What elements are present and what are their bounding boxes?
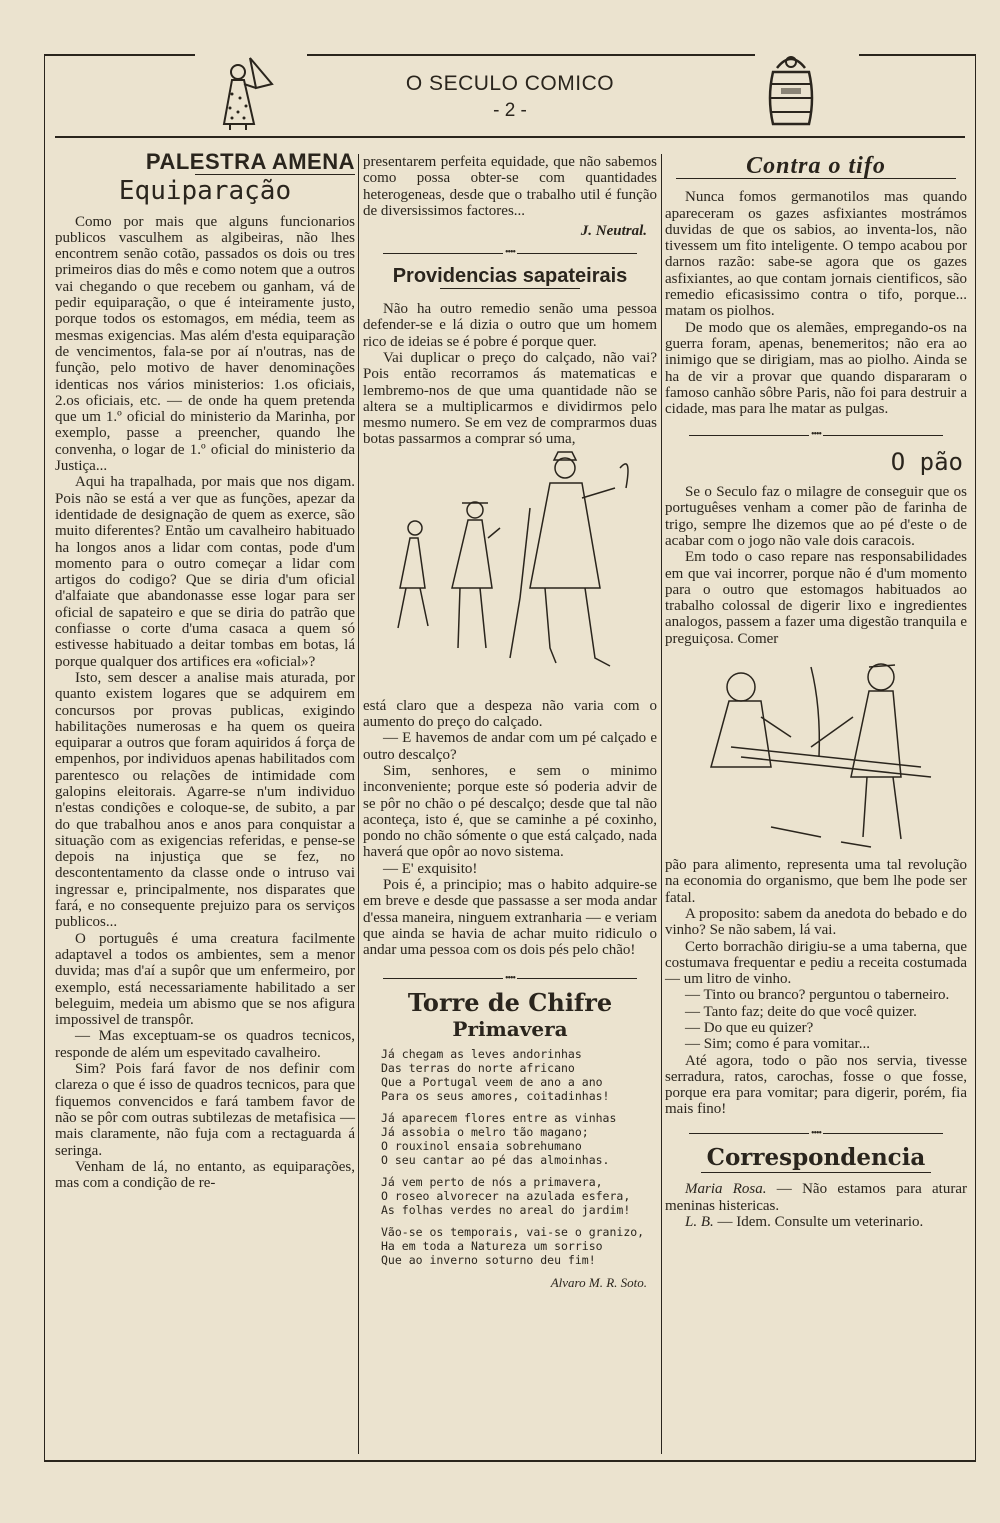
poem-line: Ha em toda a Natureza um sorriso xyxy=(381,1239,603,1254)
newspaper-page xyxy=(44,54,976,1462)
paragraph: Até agora, todo o pão nos servia, tivesse serradura, ratos, carochas, fosse o que fosse, porque era para vomitar; para digerir, porém, fia mais fino! xyxy=(665,1052,967,1118)
section-title-torre: Torre de Chifre xyxy=(407,987,613,1017)
poem-line: Já vem perto de nós a primavera, xyxy=(381,1175,603,1190)
paragraph: Venham de lá, no entanto, as equiparações, mas com a condição de re- xyxy=(55,1158,355,1192)
article-title-equiparacao: Equiparação xyxy=(118,176,292,207)
paragraph: — E' exquisito! xyxy=(383,860,478,877)
page-number: - 2 - xyxy=(493,100,527,121)
poem-line: Vão-se os temporais, vai-se o granizo, xyxy=(381,1225,645,1240)
poem-line: Que a Portugal veem de ano a ano xyxy=(381,1075,603,1090)
ornament-rule: •••• xyxy=(665,1126,967,1142)
paragraph: — Tanto faz; deite do que você quizer. xyxy=(685,1003,917,1020)
article-title-tifo: Contra o tifo xyxy=(746,153,886,179)
poem-line: O seu cantar ao pé das almoinhas. xyxy=(381,1153,610,1168)
paragraph: — Mas exceptuam-se os quadros tecnicos, responde de além um espevitado cavalheiro. xyxy=(55,1028,355,1061)
bottom-rule xyxy=(45,1460,975,1462)
paragraph: Em todo o caso repare nas responsabilidades em que vai incorrer, porque não é d'um momento para o outro que estomagos habituados ao trabalho colossal de digerir lixo e ingredientes analogos, passem a fazer uma digestão tranquila e preguiçosa. Comer xyxy=(665,549,967,647)
article-title-pao: O pão xyxy=(890,447,963,476)
poem-primavera xyxy=(363,1047,657,1267)
top-rule-left xyxy=(45,54,195,56)
poem-line: Para os seus amores, coitadinhas! xyxy=(381,1089,610,1104)
paragraph: De modo que os alemães, empregando-os na guerra foram, apenas, benemeritos; não era ao inimigo que se dirigiam, mas ao piolho. Ainda se ha de vir a provar que quando dispararam o famoso canhão sôbre Paris, não foi para destruir a cidade, mas para lhe matar as pulgas. xyxy=(665,319,967,418)
title-underline xyxy=(701,1172,931,1173)
top-rule-center xyxy=(307,54,755,56)
title-underline xyxy=(440,288,580,289)
paragraph: Isto, sem descer a analise mais aturada, por quanto existem logares que se adquirem em concursos por provas publicas, exigindo habilitações numerosas e ha quem os queira equiparar a outros que foram aquiridos á força de empenhos, por individuos apenas habilitados com parentesco ou relações de intimidade com galopins eleitorais. Agarre-se n'um individuo n'estas condições e coloque-se, de subito, a par do que trabalhou anos e anos para conquistar a situação com as exigencias referidas, e pense-se depois na injustiça que se fez, no descontentamento da classe onde o intruso vai ingressar e, principalmente, nos disparates que fará, e no consequente prejuizo para os serviços publicos... xyxy=(55,669,355,931)
section-rule xyxy=(195,174,355,175)
column-divider-2 xyxy=(661,154,662,1454)
poem-line: Das terras do norte africano xyxy=(381,1061,575,1076)
column-2 xyxy=(363,154,657,1296)
column-3 xyxy=(665,154,967,1230)
poem-line: Que ao inverno soturno deu fim! xyxy=(381,1253,596,1268)
poem-author: Alvaro M. R. Soto. xyxy=(550,1275,647,1291)
paragraph: Não ha outro remedio senão uma pessoa defender-se e lá dizia o outro que um homem rico de ideias se é pobre é porque quer. xyxy=(363,301,657,350)
top-rule-right xyxy=(859,54,975,56)
poem-title-primavera: Primavera xyxy=(452,1017,568,1042)
paragraph: — Do que eu quizer? xyxy=(685,1019,814,1036)
correspondence-entry xyxy=(665,1181,967,1214)
paragraph: Aqui ha trapalhada, por mais que nos digam. Pois não se está a ver que as funções, apezar da identidade de designação de quem as exerce, são muito diferentes? Então um cavalheiro habituado ha longos anos a lidar com contas, pode d'um momento para o outro começar a lidar com artigos do codigo? Que se diria d'um oficial d'alfaiate que abandonasse esse logar para ser oficial de sapateiro e que se diria do patrão que confiasse o corte d'uma casaca a quem só estivesse habituado a deitar tombas em botas, lá porque qualquer dos artifices era «oficial»? xyxy=(55,474,355,670)
poem-line: As folhas verdes no areal do jardim! xyxy=(381,1203,631,1218)
paragraph: Vai duplicar o preço do calçado, não vai? Pois então recorramos ás matematicas e lembremo-nos de que uma quantidade não se altera se a multiplicarmos e dividirmos pelo mesmo numero. Se em vez de comprarmos duas botas passarmos a comprar só uma, xyxy=(363,349,657,448)
ornament-rule: •••• xyxy=(665,427,967,443)
paragraph: Se o Seculo faz o milagre de conseguir que os portuguêses venham a comer pão de farinha de trigo, sempre lhe dizemos que ao pé d'este o de acabar com o jogo não vale dois caracois. xyxy=(665,484,967,549)
ornament-rule: •••• xyxy=(363,245,657,261)
paragraph: — Tinto ou branco? perguntou o taberneiro. xyxy=(685,987,950,1004)
paragraph: Sim? Pois fará favor de nos definir com clareza o que é isso de quadros tecnicos, para que fiquemos convencidos e fará tambem favor de não se pôr com outras subtilezas de metafisica — mais claramente, não fuja com a rectaguarda á seringa. xyxy=(55,1061,355,1159)
paragraph: — Sim; como é para vomitar... xyxy=(685,1036,870,1053)
section-title-correspondencia: Correspondencia xyxy=(706,1144,926,1172)
poem-line: O roseo alvorecer na azulada esfera, xyxy=(381,1189,631,1204)
poem-line: Já chegam as leves andorinhas xyxy=(381,1047,582,1062)
paragraph: — E havemos de andar com um pé calçado e outro descalço? xyxy=(363,730,657,763)
paragraph: presentarem perfeita equidade, que não sabemos como possa obter-se com quantidades heterogeneas, desde que o trabalho util é função de diversissimos factores... xyxy=(363,154,657,219)
ornament-rule: •••• xyxy=(363,971,657,987)
three-men-walking-illustration xyxy=(370,448,650,698)
paragraph: Sim, senhores, e sem o minimo inconveniente; porque este só poderia advir de se pôr no chão o pé descalço; desde que tal não aconteça, isto é, que se caminhe a pé coxinho, pondo no chão sómente o que está calçado, nada haverá que opôr ao novo sistema. xyxy=(363,762,657,861)
paragraph: pão para alimento, representa uma tal revolução na economia do organismo, que bem lhe pode ser fatal. xyxy=(665,857,967,906)
paragraph: Nunca fomos germanotilos mas quando apareceram os gazes asfixiantes mostrámos duvidas de que os sabios, ao inventa-los, não tivessem um fito inteligente. O tempo acabou por darnos razão: sabe-se agora que os gazes asfixiantes, ao que contam jornais cientificos, são remedio eficasissimo contra o tifo, porque... matam os piolhos. xyxy=(665,189,967,320)
header-rule xyxy=(55,136,965,138)
correspondence-text: — Idem. Consulte um veterinario. xyxy=(713,1213,924,1230)
article-title-providencias: Providencias sapateirais xyxy=(392,264,628,287)
paragraph: Pois é, a principio; mas o habito adquire-se em breve e desde que passasse a ser moda andar d'essa maneira, ninguem extranharia — e veriam que ainda se havia de achar muito ridiculo o andar uma pessoa com os dois pés pelo chão! xyxy=(363,877,657,959)
poem-line: Já aparecem flores entre as vinhas xyxy=(381,1111,617,1126)
correspondent-name: L. B. xyxy=(685,1213,714,1230)
correspondent-name: Maria Rosa. xyxy=(685,1181,767,1198)
masthead-title: O SECULO COMICO xyxy=(405,72,615,95)
paragraph: A proposito: sabem da anedota do bebado e do vinho? Se não sabem, lá vai. xyxy=(665,905,967,939)
poem-line: O rouxinol ensaia sobrehumano xyxy=(381,1139,582,1154)
correspondence-entry xyxy=(665,1214,967,1230)
paragraph: está claro que a despeza não varia com o aumento do preço do calçado. xyxy=(363,697,657,731)
paragraph: Certo borrachão dirigiu-se a uma taberna, que costumava frequentar e pediu a receita costumada — um litro de vinho. xyxy=(665,938,967,988)
paragraph: O português é uma creatura facilmente adaptavel a todos os ambientes, sem a menor duvida; mas d'aí a supôr que um enfermeiro, por exemplo, está necessariamente habilitado a ser beleguim, medeia um abismo que se nos afigura impossivel de transpôr. xyxy=(55,930,355,1029)
correspondence-text: — Não estamos para aturar meninas histericas. xyxy=(665,1181,967,1214)
column-1 xyxy=(55,149,355,1192)
paragraph: Como por mais que alguns funcionarios publicos vasculhem as algibeiras, não lhes encontrem senão cotão, passados os dois ou tres primeiros dias do mês e como notem que a outros vai chegando o que recebem ou ganham, vá de pedir equiparação, o que é inteiramente justo, porque todos os estomagos, em média, teem as mesmas exigencias. Mas além d'esta equiparação de vencimentos, fala-se por aí n'outras, nas de função, pelo motivo de haver denominações identicas nos vários ministerios: 1.os oficiais, 2.os oficiais, etc. — de onde ha quem pretenda que um 1.º oficial do ministerio da Marinha, por exemplo, passe a preencher, quando lhe convenha, o logar de 1.º oficial do ministerio da Justiça... xyxy=(55,213,355,475)
poem-line: Já assobia o melro tão magano; xyxy=(381,1125,589,1140)
column-divider-1 xyxy=(358,154,359,1454)
signature-neutral: J. Neutral. xyxy=(580,223,647,240)
section-title-palestra: PALESTRA AMENA xyxy=(145,149,355,174)
bar-counter-illustration xyxy=(671,647,961,857)
